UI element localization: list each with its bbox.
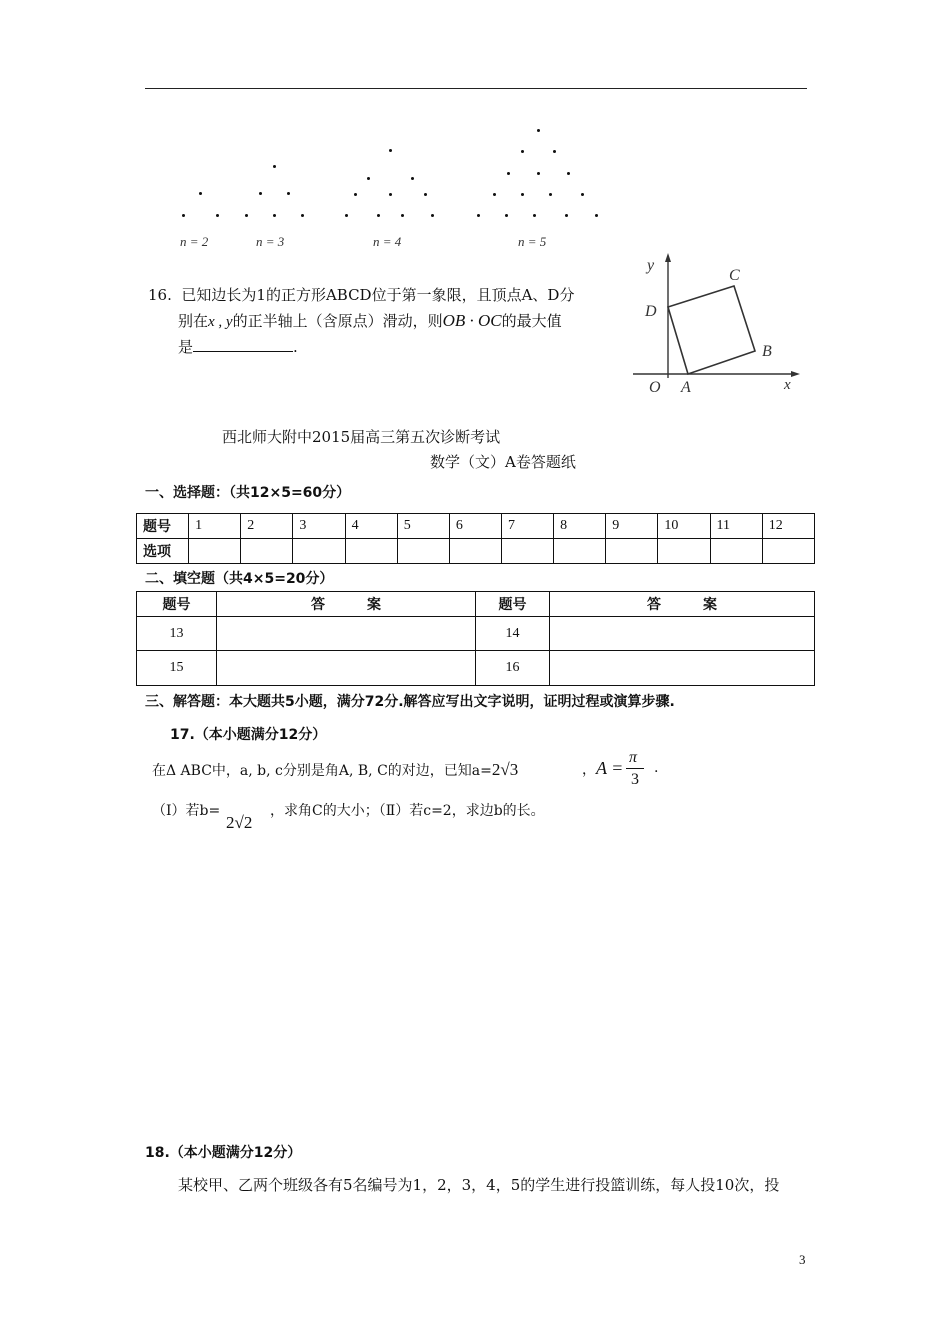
dot bbox=[389, 193, 392, 196]
answer-cell[interactable] bbox=[550, 651, 815, 686]
answer-cell[interactable] bbox=[217, 617, 476, 651]
table-row bbox=[137, 592, 815, 617]
answer-cell[interactable] bbox=[449, 539, 501, 564]
section1-title: 一、选择题：（共12×5=60分） bbox=[145, 485, 351, 501]
q17-b-value: 2√2 bbox=[226, 813, 253, 832]
q16-line3 bbox=[178, 334, 298, 360]
q-num-cell: 3 bbox=[293, 514, 345, 539]
answer-cell[interactable] bbox=[217, 651, 476, 686]
q16-text-1: 已知边长为1的正方形ABCD位于第一象限，且顶点A、D分 bbox=[181, 286, 575, 304]
answer-cell[interactable] bbox=[241, 539, 293, 564]
q-num-cell: 6 bbox=[449, 514, 501, 539]
col-header-answer: 答 案 bbox=[550, 592, 815, 617]
answer-cell[interactable] bbox=[345, 539, 397, 564]
q16-expression: OB · OC bbox=[442, 311, 502, 330]
table-row bbox=[137, 651, 815, 686]
exam-title: 西北师大附中2015届高三第五次诊断考试 bbox=[222, 428, 501, 446]
y-axis-arrow bbox=[665, 253, 671, 262]
dot bbox=[273, 165, 276, 168]
dot bbox=[521, 150, 524, 153]
q-num-cell: 16 bbox=[476, 651, 550, 686]
label-y: y bbox=[647, 257, 655, 274]
q-num-cell: 2 bbox=[241, 514, 293, 539]
answer-cell[interactable] bbox=[189, 539, 241, 564]
x-axis-arrow bbox=[791, 371, 800, 377]
dot bbox=[259, 192, 262, 195]
dot bbox=[493, 193, 496, 196]
q16-line2 bbox=[178, 308, 562, 335]
q17-angle-a: A = bbox=[596, 758, 624, 778]
q-num-cell: 15 bbox=[137, 651, 217, 686]
answer-cell[interactable] bbox=[293, 539, 345, 564]
label-n5: n = 5 bbox=[518, 234, 547, 249]
dot bbox=[424, 193, 427, 196]
label-c: C bbox=[729, 267, 740, 284]
dot bbox=[537, 172, 540, 175]
q17-line2b: ，求角C的大小；（Ⅱ）若c=2，求边b的长。 bbox=[270, 803, 545, 819]
label-b: B bbox=[762, 343, 772, 360]
dot bbox=[595, 214, 598, 217]
dot bbox=[182, 214, 185, 217]
q17-pi: π bbox=[629, 749, 638, 766]
dot bbox=[287, 192, 290, 195]
page-number: 3 bbox=[799, 1252, 806, 1267]
col-header-number: 题号 bbox=[476, 592, 550, 617]
q16-text-2a: 别在 bbox=[178, 312, 209, 330]
q-num-cell: 7 bbox=[501, 514, 553, 539]
q-num-cell: 10 bbox=[658, 514, 710, 539]
dot bbox=[273, 214, 276, 217]
table-row bbox=[137, 514, 815, 539]
dot bbox=[354, 193, 357, 196]
row-header-option: 选项 bbox=[137, 539, 189, 564]
dot bbox=[216, 214, 219, 217]
q16-number: 16. bbox=[148, 286, 172, 304]
q-num-cell: 9 bbox=[606, 514, 658, 539]
dot bbox=[507, 172, 510, 175]
answer-cell[interactable] bbox=[554, 539, 606, 564]
row-header-number: 题号 bbox=[137, 514, 189, 539]
dot bbox=[521, 193, 524, 196]
q17-angle: ，A = bbox=[582, 758, 624, 778]
q18-line1: 某校甲、乙两个班级各有5名编号为1，2，3，4，5的学生进行投篮训练，每人投10次，投 bbox=[178, 1176, 780, 1194]
dot bbox=[199, 192, 202, 195]
dot bbox=[565, 214, 568, 217]
q17-period: . bbox=[654, 760, 659, 776]
q16-text-2b: 的正半轴上（含原点）滑动，则 bbox=[232, 312, 443, 330]
q17-line1 bbox=[152, 760, 518, 780]
label-x: x bbox=[784, 377, 791, 393]
q17-three: 3 bbox=[631, 771, 639, 788]
section2-title: 二、填空题（共4×5=20分） bbox=[145, 571, 334, 587]
answer-cell[interactable] bbox=[710, 539, 762, 564]
q17-fraction-bar bbox=[626, 768, 644, 769]
section3-title: 三、解答题：本大题共5小题，满分72分.解答应写出文字说明，证明过程或演算步骤. bbox=[145, 694, 675, 710]
dot bbox=[401, 214, 404, 217]
label-n2: n = 2 bbox=[180, 234, 209, 249]
q16-text-2c: 的最大值 bbox=[501, 312, 562, 330]
choice-answer-table bbox=[136, 513, 815, 564]
q-num-cell: 13 bbox=[137, 617, 217, 651]
dot bbox=[553, 150, 556, 153]
col-header-number: 题号 bbox=[137, 592, 217, 617]
square-coordinate-figure bbox=[625, 250, 810, 400]
answer-cell[interactable] bbox=[606, 539, 658, 564]
q16-xy: x , y bbox=[208, 314, 233, 330]
dot bbox=[411, 177, 414, 180]
col-header-answer: 答 案 bbox=[217, 592, 476, 617]
label-d: D bbox=[645, 303, 657, 320]
dot bbox=[581, 193, 584, 196]
dot bbox=[389, 149, 392, 152]
answer-cell[interactable] bbox=[762, 539, 814, 564]
answer-sheet-title: 数学（文）A卷答题纸 bbox=[430, 453, 576, 471]
dot bbox=[245, 214, 248, 217]
dot bbox=[431, 214, 434, 217]
q-num-cell: 14 bbox=[476, 617, 550, 651]
dot bbox=[567, 172, 570, 175]
dot bbox=[367, 177, 370, 180]
q16-line1 bbox=[148, 282, 574, 308]
q-num-cell: 1 bbox=[189, 514, 241, 539]
table-row bbox=[137, 539, 815, 564]
dot bbox=[505, 214, 508, 217]
q-num-cell: 4 bbox=[345, 514, 397, 539]
q17-a-value: 2√3 bbox=[491, 760, 519, 779]
answer-cell[interactable] bbox=[501, 539, 553, 564]
answer-cell[interactable] bbox=[550, 617, 815, 651]
answer-cell[interactable] bbox=[397, 539, 449, 564]
label-n4: n = 4 bbox=[373, 234, 402, 249]
label-o: O bbox=[649, 379, 661, 396]
fill-blank-answer-table bbox=[136, 591, 815, 686]
dot bbox=[537, 129, 540, 132]
q-num-cell: 11 bbox=[710, 514, 762, 539]
dot bbox=[345, 214, 348, 217]
q16-answer-blank bbox=[193, 337, 293, 352]
answer-cell[interactable] bbox=[658, 539, 710, 564]
dot bbox=[377, 214, 380, 217]
label-n3: n = 3 bbox=[256, 234, 285, 249]
q16-period: . bbox=[293, 338, 298, 356]
table-row bbox=[137, 617, 815, 651]
q-num-cell: 12 bbox=[762, 514, 814, 539]
dot bbox=[549, 193, 552, 196]
q17-line2a: （Ⅰ）若b= bbox=[152, 803, 221, 819]
q18-header: 18.（本小题满分12分） bbox=[145, 1145, 302, 1161]
dot bbox=[477, 214, 480, 217]
dot bbox=[533, 214, 536, 217]
q-num-cell: 5 bbox=[397, 514, 449, 539]
square-abcd bbox=[668, 286, 755, 374]
label-a: A bbox=[681, 379, 691, 396]
dot bbox=[301, 214, 304, 217]
q17-header: 17.（本小题满分12分） bbox=[170, 727, 327, 743]
header-rule bbox=[145, 88, 807, 89]
q-num-cell: 8 bbox=[554, 514, 606, 539]
q17-text-1: 在Δ ABC中，a, b, c分别是角A, B, C的对边，已知a= bbox=[152, 763, 492, 779]
q16-text-3: 是 bbox=[178, 338, 194, 356]
